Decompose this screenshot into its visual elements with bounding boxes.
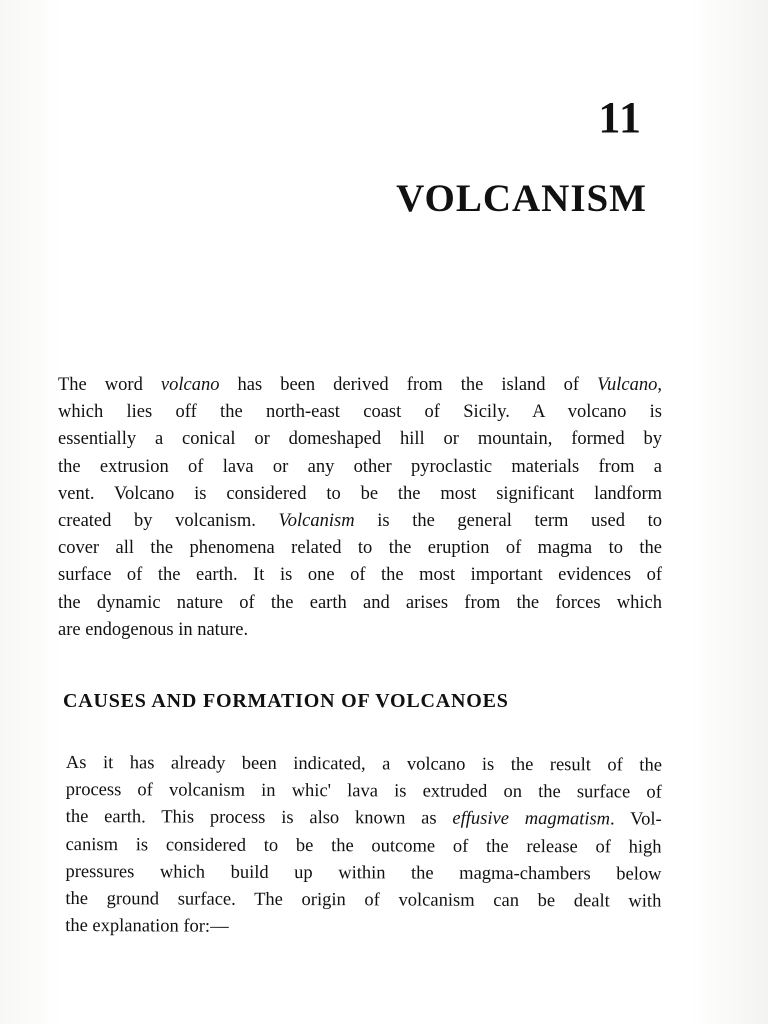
paragraph-line: are endogenous in nature. — [58, 619, 249, 640]
chapter-number: 11 — [598, 93, 642, 142]
section-heading: CAUSES AND FORMATION OF VOLCANOES — [63, 690, 509, 712]
paragraph-text: The word — [58, 375, 161, 395]
paragraph-text: is the general term used to — [354, 511, 662, 532]
paragraph-text: created by volcanism. — [58, 511, 279, 532]
paragraph-line — [58, 372, 662, 399]
paragraph-line: process of volcanism in whic' lava is extruded on the surface of — [65, 780, 662, 803]
paragraph-line: the extrusion of lava or any other pyroclastic materials from a — [58, 456, 662, 477]
paragraph-line — [66, 804, 662, 834]
paragraph-text: has been derived from the island of — [219, 375, 598, 395]
intro-paragraph — [58, 372, 662, 644]
paragraph-line: canism is considered to be the outcome of the release of high — [65, 834, 662, 858]
paragraph-line: surface of the earth. It is one of the most important evidences of — [58, 565, 662, 586]
italic-term: effusive magmatism — [452, 809, 611, 830]
paragraph-text: . Vol- — [610, 809, 662, 831]
chapter-title: VOLCANISM — [396, 177, 647, 220]
paragraph-line: vent. Volcano is considered to be the most significant landform — [58, 483, 662, 504]
paragraph-line: cover all the phenomena related to the eruption of magma to the — [58, 538, 662, 559]
paragraph-text: the earth. This process is also known as — [65, 807, 453, 830]
italic-term: Vulcano — [597, 375, 658, 395]
paragraph-line: the ground surface. The origin of volcanism can be dealt with — [65, 889, 662, 912]
paragraph-line: the dynamic nature of the earth and arises from the forces which — [58, 592, 662, 613]
paragraph-line: essentially a conical or domeshaped hill or mountain, formed by — [58, 429, 662, 450]
causes-paragraph — [65, 750, 662, 943]
paragraph-line: pressures which build up within the magma-chambers below — [65, 861, 662, 885]
paragraph-text: , — [657, 375, 662, 395]
paragraph-line: As it has already been indicated, a volcano is the result of the — [65, 753, 662, 776]
italic-term: Volcanism — [278, 511, 355, 532]
paragraph-line — [58, 508, 662, 535]
italic-term: volcano — [160, 375, 220, 395]
paragraph-line: the explanation for:— — [65, 916, 229, 937]
paragraph-line: which lies off the north-east coast of Sicily. A volcano is — [58, 402, 662, 423]
